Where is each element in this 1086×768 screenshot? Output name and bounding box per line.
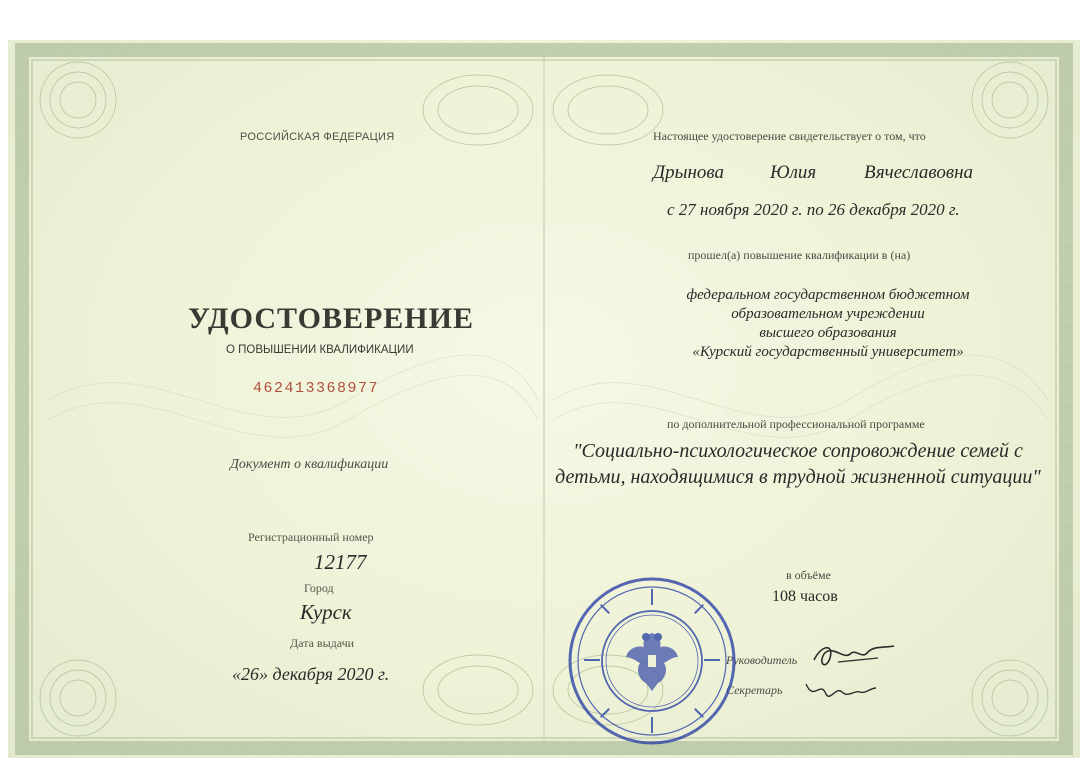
- city-value: Курск: [300, 600, 352, 624]
- passed-label: прошел(а) повышение квалификации в (на): [688, 248, 911, 262]
- hours-value: 108 часов: [772, 588, 838, 605]
- institution-line: образовательном учреждении: [731, 306, 925, 322]
- intro-text: Настоящее удостоверение свидетельствует о том, что: [653, 129, 926, 143]
- first-name: Юлия: [770, 162, 817, 183]
- registration-number: 12177: [314, 550, 367, 574]
- study-period: с 27 ноября 2020 г. по 26 декабря 2020 г.: [667, 200, 960, 219]
- volume-label: в объёме: [786, 568, 831, 582]
- secretary-signature: [798, 676, 878, 706]
- issue-date: «26» декабря 2020 г.: [232, 664, 390, 684]
- head-signature: [808, 640, 898, 674]
- institution-line: высшего образования: [759, 325, 897, 341]
- university-stamp: [566, 575, 738, 747]
- program-label: по дополнительной профессиональной программе: [667, 417, 925, 431]
- city-label: Город: [304, 581, 334, 595]
- institution-line: федеральном государственном бюджетном: [686, 287, 970, 303]
- program-block: [548, 438, 1048, 490]
- guilloche-background: [8, 40, 1080, 758]
- issue-date-label: Дата выдачи: [290, 636, 355, 650]
- document-title: УДОСТОВЕРЕНИЕ: [188, 302, 474, 335]
- secretary-label: Секретарь: [726, 683, 783, 697]
- coat-of-arms-icon: [626, 633, 678, 691]
- surname: Дрынова: [653, 162, 724, 183]
- institution-block: [628, 286, 1028, 362]
- program-line: "Социально-психологическое сопровождение семей с: [573, 440, 1023, 462]
- document-type: Документ о квалификации: [230, 457, 389, 472]
- institution-line: «Курский государственный университет»: [692, 344, 964, 360]
- country-label: РОССИЙСКАЯ ФЕДЕРАЦИЯ: [240, 131, 395, 143]
- patronymic: Вячеславовна: [864, 162, 974, 183]
- document-subtitle: О ПОВЫШЕНИИ КВАЛИФИКАЦИИ: [226, 344, 414, 356]
- registration-number-label: Регистрационный номер: [248, 530, 374, 544]
- certificate-spread: [8, 40, 1080, 758]
- serial-number: 462413368977: [253, 380, 380, 397]
- head-label: Руководитель: [726, 653, 798, 667]
- program-line: детьми, находящимися в трудной жизненной ситуации": [555, 466, 1041, 488]
